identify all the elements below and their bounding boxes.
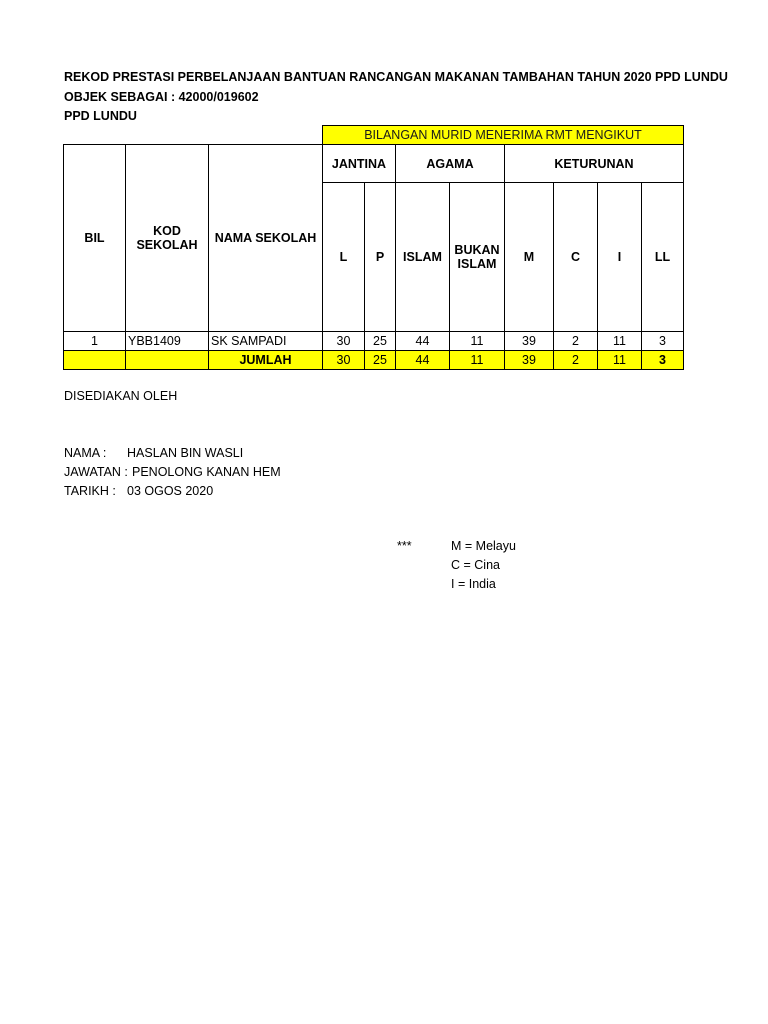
sub-c: C bbox=[570, 250, 581, 264]
col-nama-sekolah: NAMA SEKOLAH bbox=[214, 231, 317, 245]
total-label: JUMLAH bbox=[239, 353, 292, 367]
legend-c: C = Cina bbox=[451, 558, 500, 572]
tarikh-value: 03 OGOS 2020 bbox=[127, 484, 214, 498]
sub-l: L bbox=[339, 250, 348, 264]
district-label: PPD LUNDU bbox=[64, 109, 137, 123]
col-kod-line1: KOD bbox=[153, 224, 181, 238]
report-title: REKOD PRESTASI PERBELANJAAN BANTUAN RANCANGAN MAKANAN TAMBAHAN TAHUN 2020 PPD LUNDU bbox=[64, 70, 728, 84]
total-i: 11 bbox=[613, 353, 626, 367]
grid-line bbox=[63, 369, 684, 370]
legend-stars: *** bbox=[397, 539, 412, 553]
group-title: BILANGAN MURID MENERIMA RMT MENGIKUT bbox=[364, 128, 642, 142]
prepared-by-title: DISEDIAKAN OLEH bbox=[64, 389, 178, 403]
row-ll: 3 bbox=[659, 334, 666, 348]
sub-bukan-islam bbox=[450, 183, 504, 331]
row-bil: 1 bbox=[91, 334, 98, 348]
jawatan-value: PENOLONG KANAN HEM bbox=[132, 465, 281, 479]
total-m: 39 bbox=[522, 353, 536, 367]
row-m: 39 bbox=[522, 334, 536, 348]
group-keturunan: KETURUNAN bbox=[554, 156, 634, 171]
group-agama: AGAMA bbox=[426, 156, 474, 171]
sub-ll: LL bbox=[654, 250, 671, 264]
grid-line bbox=[683, 125, 684, 370]
row-islam: 44 bbox=[415, 334, 430, 348]
total-c: 2 bbox=[572, 353, 579, 367]
jawatan-label: JAWATAN : bbox=[64, 465, 128, 479]
col-kod-line2: SEKOLAH bbox=[136, 238, 198, 252]
row-i: 11 bbox=[613, 334, 626, 348]
sub-p: P bbox=[375, 250, 385, 264]
row-l: 30 bbox=[336, 334, 351, 348]
row-kod: YBB1409 bbox=[128, 334, 181, 348]
nama-label: NAMA : bbox=[64, 446, 107, 460]
total-bukan: 11 bbox=[470, 353, 484, 367]
total-l: 30 bbox=[336, 353, 351, 367]
sub-islam: ISLAM bbox=[403, 250, 442, 264]
col-bil: BIL bbox=[84, 231, 105, 245]
sub-m: M bbox=[523, 250, 535, 264]
row-bukan: 11 bbox=[470, 334, 484, 348]
legend-m: M = Melayu bbox=[451, 539, 516, 553]
row-p: 25 bbox=[373, 334, 387, 348]
object-code: OBJEK SEBAGAI : 42000/019602 bbox=[64, 90, 259, 104]
total-ll: 3 bbox=[659, 353, 666, 367]
sub-bukan-line2: ISLAM bbox=[457, 257, 497, 271]
col-kod-sekolah bbox=[126, 145, 208, 331]
sub-bukan-line1: BUKAN bbox=[454, 243, 500, 257]
row-c: 2 bbox=[572, 334, 579, 348]
group-jantina: JANTINA bbox=[331, 156, 387, 171]
total-p: 25 bbox=[373, 353, 387, 367]
legend-i: I = India bbox=[451, 577, 496, 591]
total-islam: 44 bbox=[415, 353, 430, 367]
tarikh-label: TARIKH : bbox=[64, 484, 116, 498]
row-nama: SK SAMPADI bbox=[211, 334, 287, 348]
nama-value: HASLAN BIN WASLI bbox=[127, 446, 244, 460]
sub-i: I bbox=[617, 250, 622, 264]
